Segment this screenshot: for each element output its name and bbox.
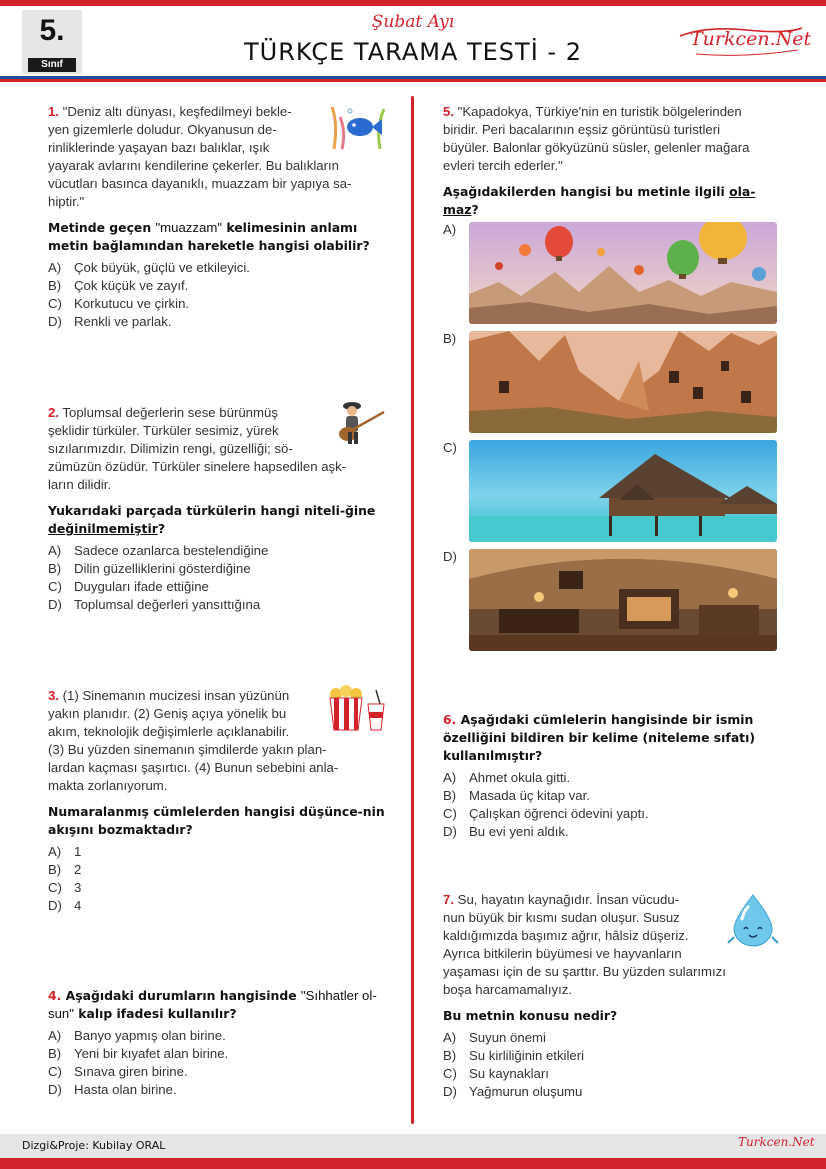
answer-option-c[interactable]: C) xyxy=(443,440,783,542)
answer-option-b[interactable]: B) Masada üç kitap var. xyxy=(443,788,590,803)
answer-options xyxy=(443,1029,783,1101)
fish-icon xyxy=(328,103,386,151)
answer-options xyxy=(443,769,783,841)
answer-option-d[interactable]: D) Renkli ve parlak. xyxy=(48,314,172,329)
answer-option-d[interactable]: D) Hasta olan birine. xyxy=(48,1082,177,1097)
question-number: 6. xyxy=(443,712,457,727)
question-text-line: (3) Bu yüzden sinemanın şimdilerde yakın plan- xyxy=(48,742,327,757)
question-text-line: yaşaması için de su şarttır. Bu yüzden sularımızı xyxy=(443,964,726,979)
answer-options xyxy=(48,843,388,915)
answer-option-b[interactable]: B) Çok küçük ve zayıf. xyxy=(48,278,189,293)
answer-option-b[interactable]: B) 2 xyxy=(48,862,82,877)
question-number: 7. xyxy=(443,892,454,907)
answer-option-b[interactable]: B) Yeni bir kıyafet alan birine. xyxy=(48,1046,229,1061)
answer-option-d[interactable]: D) Toplumsal değerleri yansıttığına xyxy=(48,597,261,612)
question-text-line: yakın planıdır. (2) Geniş açıya yönelik bu xyxy=(48,706,287,721)
answer-option-a[interactable]: A) Çok büyük, güçlü ve etkileyici. xyxy=(48,260,250,275)
question-4 xyxy=(48,987,388,1099)
question-text-line: makta zorlanıyorum. xyxy=(48,778,168,793)
cave-houses-image xyxy=(469,331,777,433)
question-text-line: büyüler. Balonlar gökyüzünü süsler, gelenler mağara xyxy=(443,140,750,155)
question-text-line: yayarak avlarını kendilerine çekerler. Bu balıkların xyxy=(48,158,340,173)
question-prompt: Metinde geçen "muazzam" kelimesinin anlamı metin bağlamından hareketle hangisi olabilir? xyxy=(48,220,370,253)
popcorn-icon xyxy=(324,684,386,732)
answer-option-b[interactable]: B) Su kirliliğinin etkileri xyxy=(443,1048,585,1063)
page-title: TÜRKÇE TARAMA TESTİ - 2 xyxy=(244,38,582,66)
question-7: 7. Su, hayatın kaynağıdır. İnsan vücudu- nun büyük bir kısmı sudan oluşur. Susuz kaldığımızda başımız ağrır, hâlsiz düşeriz. Ayrıca bitkilerin büyümesi ve hayvanların yaşaması için de su şarttır. Bu yüzden sularımızı boşa harcamamalıyız. Bu metnin konusu nedir? A) Suyun önemi B) Su kirliliğinin etkileri C) Su kaynakları D) Yağmurun oluşumu xyxy=(443,891,783,1101)
month-label: Şubat Ayı xyxy=(371,12,455,32)
answer-option-d[interactable]: D) Bu evi yeni aldık. xyxy=(443,824,569,839)
question-prompt: 4. Aşağıdaki durumların hangisinde "Sıhhatler ol-sun" kalıp ifadesi kullanılır? xyxy=(48,988,377,1021)
question-text-line: Ayrıca bitkilerin büyümesi ve hayvanların xyxy=(443,946,682,961)
answer-option-a[interactable]: A) Ahmet okula gitti. xyxy=(443,770,571,785)
question-text-line: nun büyük bir kısmı sudan oluşur. Susuz xyxy=(443,910,680,925)
answer-option-a[interactable]: A) Sadece ozanlarca bestelendiğine xyxy=(48,543,269,558)
question-text-line: evleri tercih ederler." xyxy=(443,158,563,173)
answer-option-c[interactable]: C) Sınava giren birine. xyxy=(48,1064,188,1079)
question-number: 3. xyxy=(48,688,59,703)
answer-option-c[interactable]: C) Duyguları ifade ettiğine xyxy=(48,579,209,594)
question-prompt: Bu metnin konusu nedir? xyxy=(443,1008,618,1023)
question-text-line: boşa harcamamalıyız. xyxy=(443,982,572,997)
answer-option-d[interactable]: D) 4 xyxy=(48,898,82,913)
question-5: 5. "Kapadokya, Türkiye'nin en turistik bölgelerinden biridir. Peri bacalarının eşsiz görüntüsü turistleri büyüler. Balonlar gökyüzünü süsler, gelenler mağara evleri tercih ederler." Aşağıdakilerden hangisi bu metinle ilgili ola-maz? xyxy=(443,103,783,219)
overwater-bungalows-image xyxy=(469,440,777,542)
water-drop-icon xyxy=(726,893,780,947)
question-text-line: kaldığımızda başımız ağrır, hâlsiz düşeriz. xyxy=(443,928,689,943)
answer-options xyxy=(48,259,388,331)
answer-option-c[interactable]: C) 3 xyxy=(48,880,82,895)
question-prompt: Aşağıdakilerden hangisi bu metinle ilgili ola-maz? xyxy=(443,184,756,217)
footer-credit: Dizgi&Proje: Kubilay ORAL xyxy=(22,1139,166,1152)
baglama-player-icon xyxy=(330,400,386,446)
bottom-accent-bar xyxy=(0,1158,826,1169)
answer-option-b[interactable]: B) Dilin güzelliklerini gösterdiğine xyxy=(48,561,251,576)
question-prompt: Numaralanmış cümlelerden hangisi düşünce-nin akışını bozmaktadır? xyxy=(48,804,385,837)
question-text-line: lardan kaçması şaşırtıcı. (4) Bunun sebebini anla- xyxy=(48,760,339,775)
grade-number: 5. xyxy=(39,14,65,47)
grade-label: Sınıf xyxy=(28,58,76,72)
answer-option-a[interactable]: A) 1 xyxy=(48,844,82,859)
answer-option-a[interactable]: A) Suyun önemi xyxy=(443,1030,546,1045)
question-text-line: yen gizemlerle doludur. Okyanusun de- xyxy=(48,122,277,137)
brand-logo xyxy=(676,24,812,58)
question-text-line: hiptir." xyxy=(48,194,85,209)
cave-hotel-image xyxy=(469,549,777,651)
question-6 xyxy=(443,711,783,841)
answer-options xyxy=(48,542,388,614)
question-2: 2. Toplumsal değerlerin sese bürünmüş şeklidir türküler. Türküler sesimiz, yürek sızılarımızdır. Dilimizin rengi, güzelliği; sö- zümüzün özüdür. Türküler sinelere hapsedilen aşk- ların dilidir. Yukarıdaki parçada türkülerin hangi niteli-ğine değinilmemiştir? A) Sadece ozanlarca bestelendiğine B) Dilin güzelliklerini gösterdiğine C) Duyguları ifade ettiğine D) Toplumsal değerleri yansıttığına xyxy=(48,404,388,614)
question-number: 2. xyxy=(48,405,59,420)
answer-option-d[interactable]: D) Yağmurun oluşumu xyxy=(443,1084,583,1099)
answer-option-c[interactable]: C) Korkutucu ve çirkin. xyxy=(48,296,190,311)
question-prompt: 6. Aşağıdaki cümlelerin hangisinde bir ismin özelliğini bildiren bir kelime (niteleme sıfatı) kullanılmıştır? xyxy=(443,712,756,763)
answer-option-b[interactable]: B) xyxy=(443,331,783,433)
answer-option-a[interactable]: A) xyxy=(443,222,783,324)
question-text-line: biridir. Peri bacalarının eşsiz görüntüsü turistleri xyxy=(443,122,721,137)
answer-option-c[interactable]: C) Su kaynakları xyxy=(443,1066,549,1081)
header-divider xyxy=(0,76,826,82)
question-text-line: akım, teknolojik değişimlerle açıklanabilir. xyxy=(48,724,290,739)
question-text-line: ların dilidir. xyxy=(48,477,112,492)
question-prompt: Yukarıdaki parçada türkülerin hangi niteli-ğine değinilmemiştir? xyxy=(48,503,376,536)
question-text-line: zümüzün özüdür. Türküler sinelere hapsedilen aşk- xyxy=(48,459,347,474)
question-text-line: rinliklerinde yaşayan bazı balıklar, ışık xyxy=(48,140,270,155)
footer-logo: Turkcen.Net xyxy=(738,1135,815,1149)
question-1: 1. "Deniz altı dünyası, keşfedilmeyi bekle- yen gizemlerle doludur. Okyanusun de- rinliklerinde yaşayan bazı balıklar, ışık yayarak avlarını kendilerine çekerler. Bu balıkların vücutları basınca dayanıklı, muazzam bir yapıya sa- hiptir." Metinde geçen "muazzam" kelimesinin anlamı metin bağlamından hareketle hangisi olabilir? A) Çok büyük, güçlü ve etkileyici. B) Çok küçük ve zayıf. C) Korkutucu ve çirkin. D) Renkli ve parlak. xyxy=(48,103,388,331)
question-text-line: şeklidir türküler. Türküler sesimiz, yürek xyxy=(48,423,279,438)
question-number: 5. xyxy=(443,104,454,119)
question-number: 4. xyxy=(48,988,62,1003)
question-text-line: vücutları basınca dayanıklı, muazzam bir yapıya sa- xyxy=(48,176,352,191)
question-number: 1. xyxy=(48,104,59,119)
answer-options xyxy=(48,1027,388,1099)
question-3: 3. (1) Sinemanın mucizesi insan yüzünün yakın planıdır. (2) Geniş açıya yönelik bu akım, teknolojik değişimlerle açıklanabilir. (3) Bu yüzden sinemanın şimdilerde yakın plan- lardan kaçması şaşırtıcı. (4) Bunun sebebini anla- makta zorlanıyorum. Numaralanmış cümlelerden hangisi düşünce-nin akışını bozmaktadır? A) 1 B) 2 C) 3 D) 4 xyxy=(48,687,388,915)
column-divider xyxy=(411,96,414,1124)
question-text-line: "Deniz altı dünyası, keşfedilmeyi xyxy=(62,104,256,119)
balloons-fairy-chimneys-image xyxy=(469,222,777,324)
answer-option-d[interactable]: D) xyxy=(443,549,783,651)
answer-option-a[interactable]: A) Banyo yapmış olan birine. xyxy=(48,1028,226,1043)
answer-option-c[interactable]: C) Çalışkan öğrenci ödevini yaptı. xyxy=(443,806,649,821)
question-text-line: sızılarımızdır. Dilimizin rengi, güzelliği; sö- xyxy=(48,441,293,456)
logo-text: Turkcen.Net xyxy=(690,28,812,50)
